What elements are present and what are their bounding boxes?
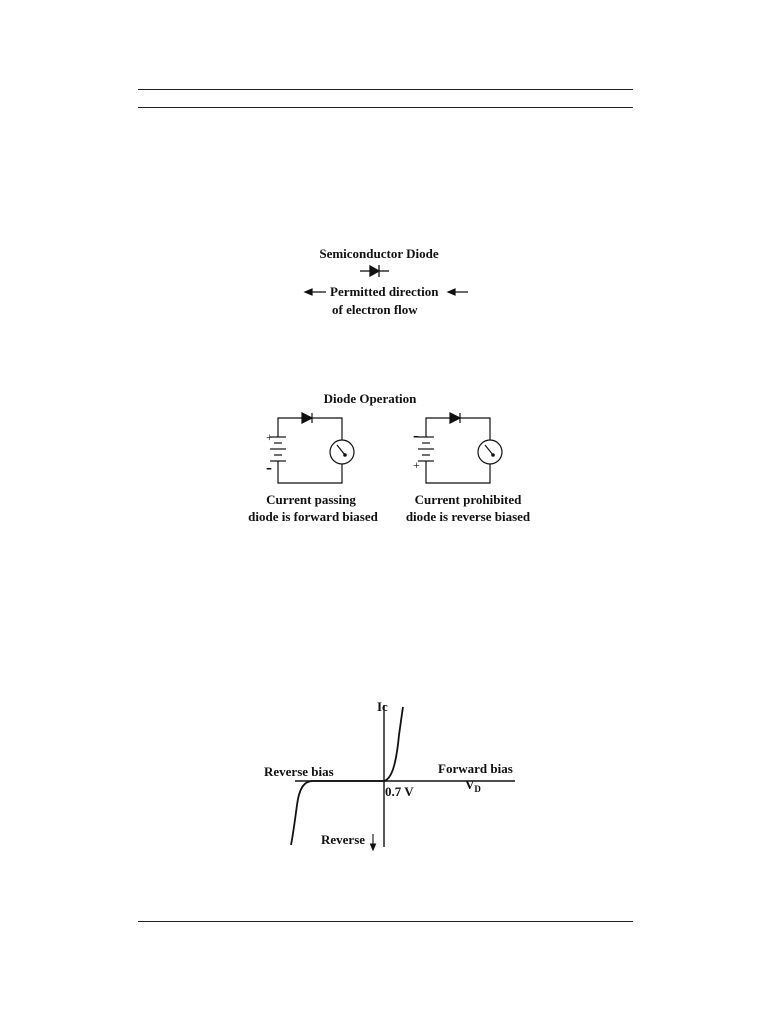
reverse-label: Reverse [321, 832, 366, 847]
knee-voltage-label: 0.7 V [385, 784, 414, 799]
forward-caption-line2: diode is forward biased [248, 509, 378, 524]
header-rule-bottom [138, 107, 633, 108]
reverse-down-arrow-icon [371, 834, 376, 850]
diode-iv-curve-figure [255, 695, 530, 855]
forward-bias-label: Forward bias [438, 761, 513, 776]
reverse-caption-line1: Current prohibited [414, 492, 522, 507]
header-rule-top [138, 89, 633, 90]
diode-figure-title: Semiconductor Diode [319, 246, 439, 261]
reverse-lamp-contact-icon [491, 453, 495, 457]
reverse-minus-sign: - [413, 425, 419, 445]
vd-axis-label [465, 777, 481, 794]
forward-minus-sign: - [266, 457, 272, 477]
forward-plus-sign: + [266, 430, 273, 444]
forward-lamp-contact-icon [343, 453, 347, 457]
diode-operation-figure [240, 385, 540, 535]
semiconductor-diode-figure [290, 240, 480, 320]
vd-axis-label-sub: D [474, 784, 481, 794]
vd-axis-label-main: V [465, 777, 475, 792]
diode-operation-title: Diode Operation [323, 391, 417, 406]
forward-caption-line1: Current passing [266, 492, 356, 507]
reverse-caption-line2: diode is reverse biased [405, 509, 531, 524]
forward-bias-circuit [270, 413, 354, 483]
permitted-direction-label: Permitted direction [330, 284, 439, 299]
right-arrow-left-pointing-icon [448, 289, 468, 295]
ic-axis-label: Ic [377, 699, 388, 714]
left-arrow-icon [305, 289, 326, 295]
reverse-bias-circuit [418, 413, 502, 483]
electron-flow-label: of electron flow [332, 302, 418, 317]
footer-rule [138, 921, 633, 922]
diode-symbol-icon [360, 265, 389, 277]
forward-curve [384, 707, 403, 781]
reverse-plus-sign: + [413, 458, 420, 472]
reverse-bias-label: Reverse bias [264, 764, 334, 779]
